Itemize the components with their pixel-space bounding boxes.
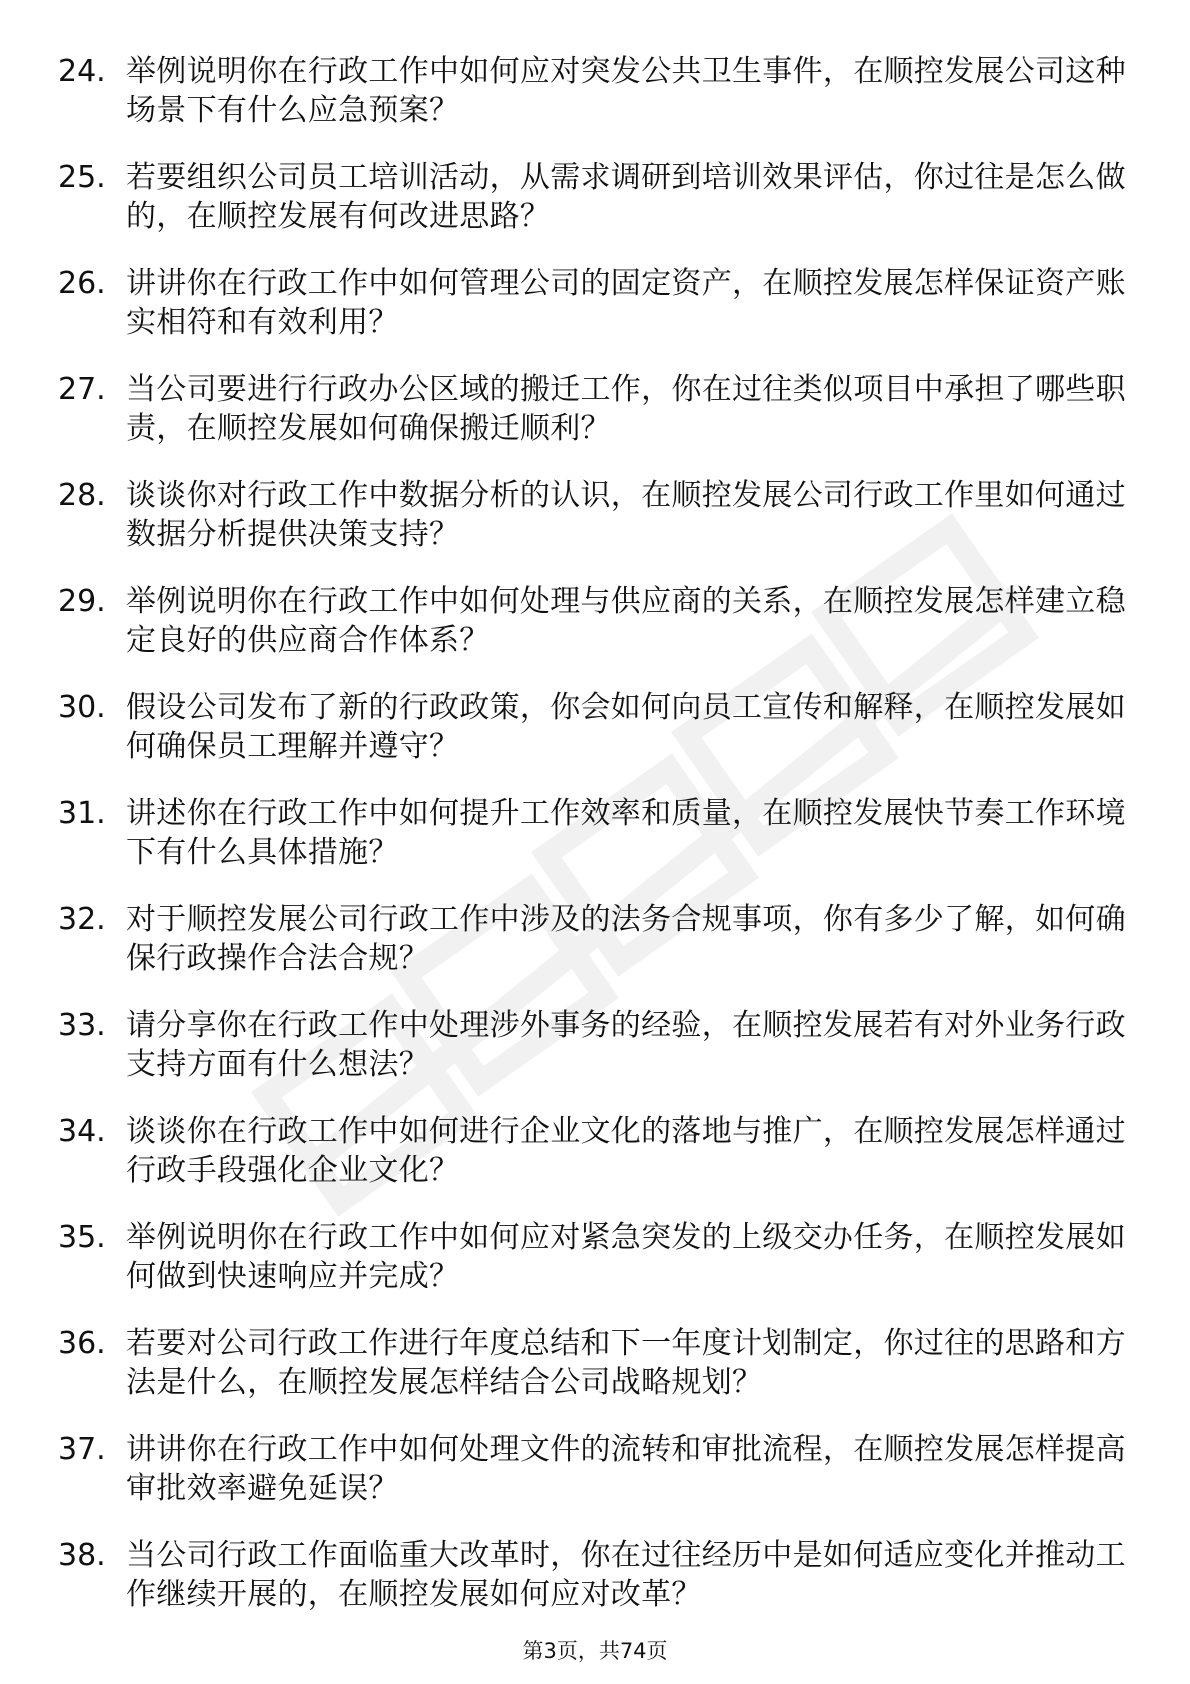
question-text: 当公司行政工作面临重大改革时，你在过往经历中是如何适应变化并推动工作继续开展的，在顺控发展如何应对改革？: [126, 1538, 1126, 1612]
question-text: 当公司要进行行政办公区域的搬迁工作，你在过往类似项目中承担了哪些职责，在顺控发展如何确保搬迁顺利？: [126, 372, 1126, 446]
question-number: 31.: [58, 796, 106, 831]
list-item: [58, 582, 1128, 660]
list-item: [58, 1218, 1128, 1296]
list-item: [58, 1324, 1128, 1402]
question-number: 38.: [58, 1538, 106, 1573]
question-number: 26.: [58, 266, 106, 301]
question-number: 30.: [58, 690, 106, 725]
list-item: [58, 52, 1128, 130]
question-text: 讲述你在行政工作中如何提升工作效率和质量，在顺控发展快节奏工作环境下有什么具体措施？: [126, 796, 1126, 870]
question-text: 谈谈你在行政工作中如何进行企业文化的落地与推广，在顺控发展怎样通过行政手段强化企业文化？: [126, 1114, 1126, 1188]
list-item: [58, 1430, 1128, 1508]
list-item: [58, 158, 1128, 236]
list-item: [58, 264, 1128, 342]
question-number: 34.: [58, 1114, 106, 1149]
list-item: [58, 900, 1128, 978]
question-number: 36.: [58, 1326, 106, 1361]
question-text: 假设公司发布了新的行政政策，你会如何向员工宣传和解释，在顺控发展如何确保员工理解并遵守？: [126, 690, 1126, 764]
question-text: 对于顺控发展公司行政工作中涉及的法务合规事项，你有多少了解，如何确保行政操作合法合规？: [126, 902, 1126, 976]
question-number: 24.: [58, 54, 106, 89]
list-item: [58, 688, 1128, 766]
list-item: [58, 1536, 1128, 1614]
question-number: 27.: [58, 372, 106, 407]
question-number: 29.: [58, 584, 106, 619]
question-text: 讲讲你在行政工作中如何管理公司的固定资产，在顺控发展怎样保证资产账实相符和有效利用？: [126, 266, 1126, 340]
list-item: [58, 1112, 1128, 1190]
question-number: 37.: [58, 1432, 106, 1467]
question-text: 若要组织公司员工培训活动，从需求调研到培训效果评估，你过往是怎么做的，在顺控发展有何改进思路？: [126, 160, 1126, 234]
question-text: 讲讲你在行政工作中如何处理文件的流转和审批流程，在顺控发展怎样提高审批效率避免延误？: [126, 1432, 1126, 1506]
question-text: 举例说明你在行政工作中如何处理与供应商的关系，在顺控发展怎样建立稳定良好的供应商合作体系？: [126, 584, 1126, 658]
question-list: [58, 52, 1128, 1642]
list-item: [58, 1006, 1128, 1084]
question-text: 谈谈你对行政工作中数据分析的认识，在顺控发展公司行政工作里如何通过数据分析提供决策支持？: [126, 478, 1126, 552]
question-number: 25.: [58, 160, 106, 195]
question-number: 28.: [58, 478, 106, 513]
question-text: 举例说明你在行政工作中如何应对紧急突发的上级交办任务，在顺控发展如何做到快速响应并完成？: [126, 1220, 1126, 1294]
question-number: 32.: [58, 902, 106, 937]
list-item: [58, 794, 1128, 872]
list-item: [58, 476, 1128, 554]
question-number: 35.: [58, 1220, 106, 1255]
question-text: 举例说明你在行政工作中如何应对突发公共卫生事件，在顺控发展公司这种场景下有什么应急预案？: [126, 54, 1126, 128]
question-text: 请分享你在行政工作中处理涉外事务的经验，在顺控发展若有对外业务行政支持方面有什么想法？: [126, 1008, 1126, 1082]
question-text: 若要对公司行政工作进行年度总结和下一年度计划制定，你过往的思路和方法是什么，在顺控发展怎样结合公司战略规划？: [126, 1326, 1126, 1400]
question-number: 33.: [58, 1008, 106, 1043]
list-item: [58, 370, 1128, 448]
page-footer: 第3页，共74页: [522, 1639, 668, 1663]
